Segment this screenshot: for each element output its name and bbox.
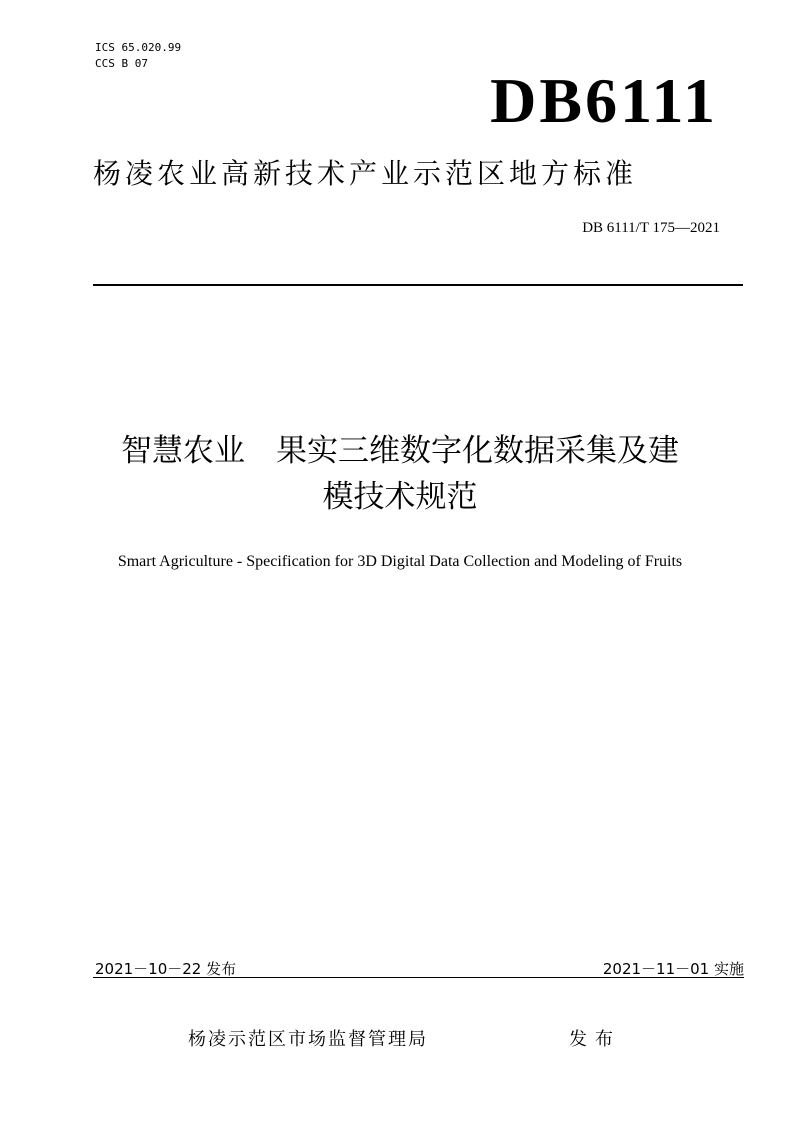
document-title-chinese — [60, 428, 740, 520]
ccs-code: CCS B 07 — [95, 57, 148, 70]
issuer-title: 杨凌农业高新技术产业示范区地方标准 — [93, 157, 638, 190]
issue-date: 2021－10－22 发布 — [95, 960, 237, 978]
title-line-2: 模技术规范 — [322, 479, 478, 515]
standard-code: DB6111 — [490, 65, 718, 136]
publish-label: 发布 — [569, 1029, 621, 1050]
header-divider — [93, 284, 743, 286]
ics-code: ICS 65.020.99 — [95, 41, 182, 54]
title-line-1: 智慧农业 果实三维数字化数据采集及建 — [121, 433, 679, 469]
footer-divider — [93, 977, 744, 978]
document-title-english: Smart Agriculture - Specification for 3D Digital Data Collection and Modeling of Fruits — [117, 553, 683, 570]
publishing-authority: 杨凌示范区市场监督管理局 — [188, 1029, 428, 1050]
implementation-date: 2021－11－01 实施 — [602, 960, 744, 978]
standard-number: DB 6111/T 175—2021 — [582, 220, 720, 236]
